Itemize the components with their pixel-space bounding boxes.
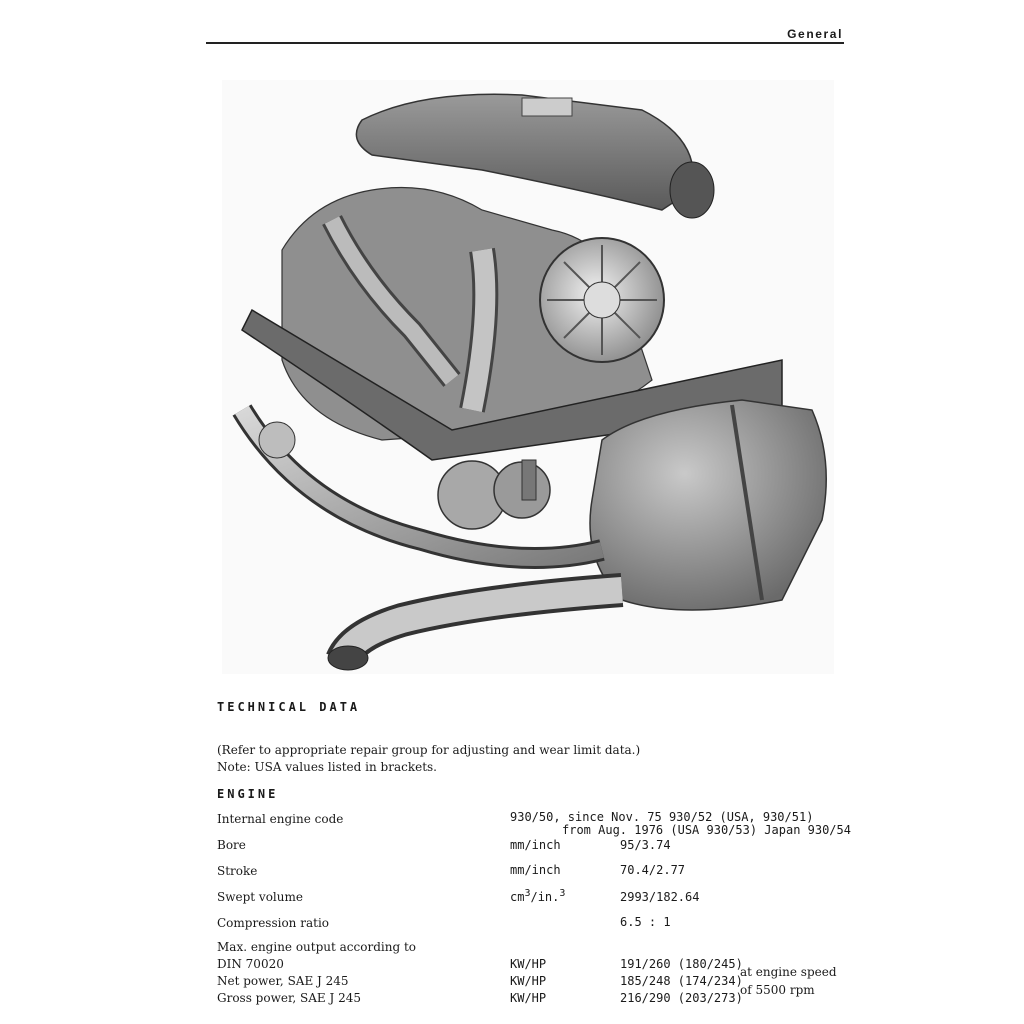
swept-volume-value: 2993/182.64	[620, 890, 700, 904]
swept-volume-unit: $cm^3/in.^3$	[510, 888, 566, 904]
header-rule	[206, 42, 844, 44]
output-net-value: 185/248 (174/234)	[620, 974, 743, 988]
section-title: General	[787, 27, 843, 41]
note-refer: (Refer to appropriate repair group for adjusting and wear limit data.)	[217, 743, 641, 757]
stroke-value: 70.4/2.77	[620, 863, 686, 877]
engine-code-label: Internal engine code	[217, 812, 344, 826]
compression-value: 6.5 : 1	[620, 915, 671, 929]
engine-photo	[222, 80, 834, 674]
stroke-label: Stroke	[217, 864, 258, 878]
bore-value: 95/3.74	[620, 838, 671, 852]
output-net-label: Net power, SAE J 245	[217, 974, 349, 988]
engine-heading: ENGINE	[217, 787, 279, 801]
engine-code-line1: 930/50, since Nov. 75 930/52 (USA, 930/51)	[510, 810, 814, 824]
bore-unit: mm/inch	[510, 838, 561, 852]
swept-volume-label: Swept volume	[217, 890, 303, 904]
stroke-unit: mm/inch	[510, 863, 561, 877]
output-din-value: 191/260 (180/245)	[620, 957, 743, 971]
compression-label: Compression ratio	[217, 916, 330, 930]
technical-data-heading: TECHNICAL DATA	[217, 700, 361, 714]
engine-speed-line1: at engine speed	[740, 965, 837, 979]
bore-label: Bore	[217, 838, 246, 852]
note-usa: Note: USA values listed in brackets.	[217, 760, 437, 774]
output-din-label: DIN 70020	[217, 957, 284, 971]
output-net-unit: KW/HP	[510, 974, 547, 988]
engine-speed-line2: of 5500 rpm	[740, 983, 815, 997]
output-label: Max. engine output according to	[217, 940, 417, 954]
output-din-unit: KW/HP	[510, 957, 547, 971]
output-gross-label: Gross power, SAE J 245	[217, 991, 361, 1005]
output-gross-value: 216/290 (203/273)	[620, 991, 743, 1005]
engine-code-line2: from Aug. 1976 (USA 930/53) Japan 930/54	[562, 823, 851, 837]
output-gross-unit: KW/HP	[510, 991, 547, 1005]
